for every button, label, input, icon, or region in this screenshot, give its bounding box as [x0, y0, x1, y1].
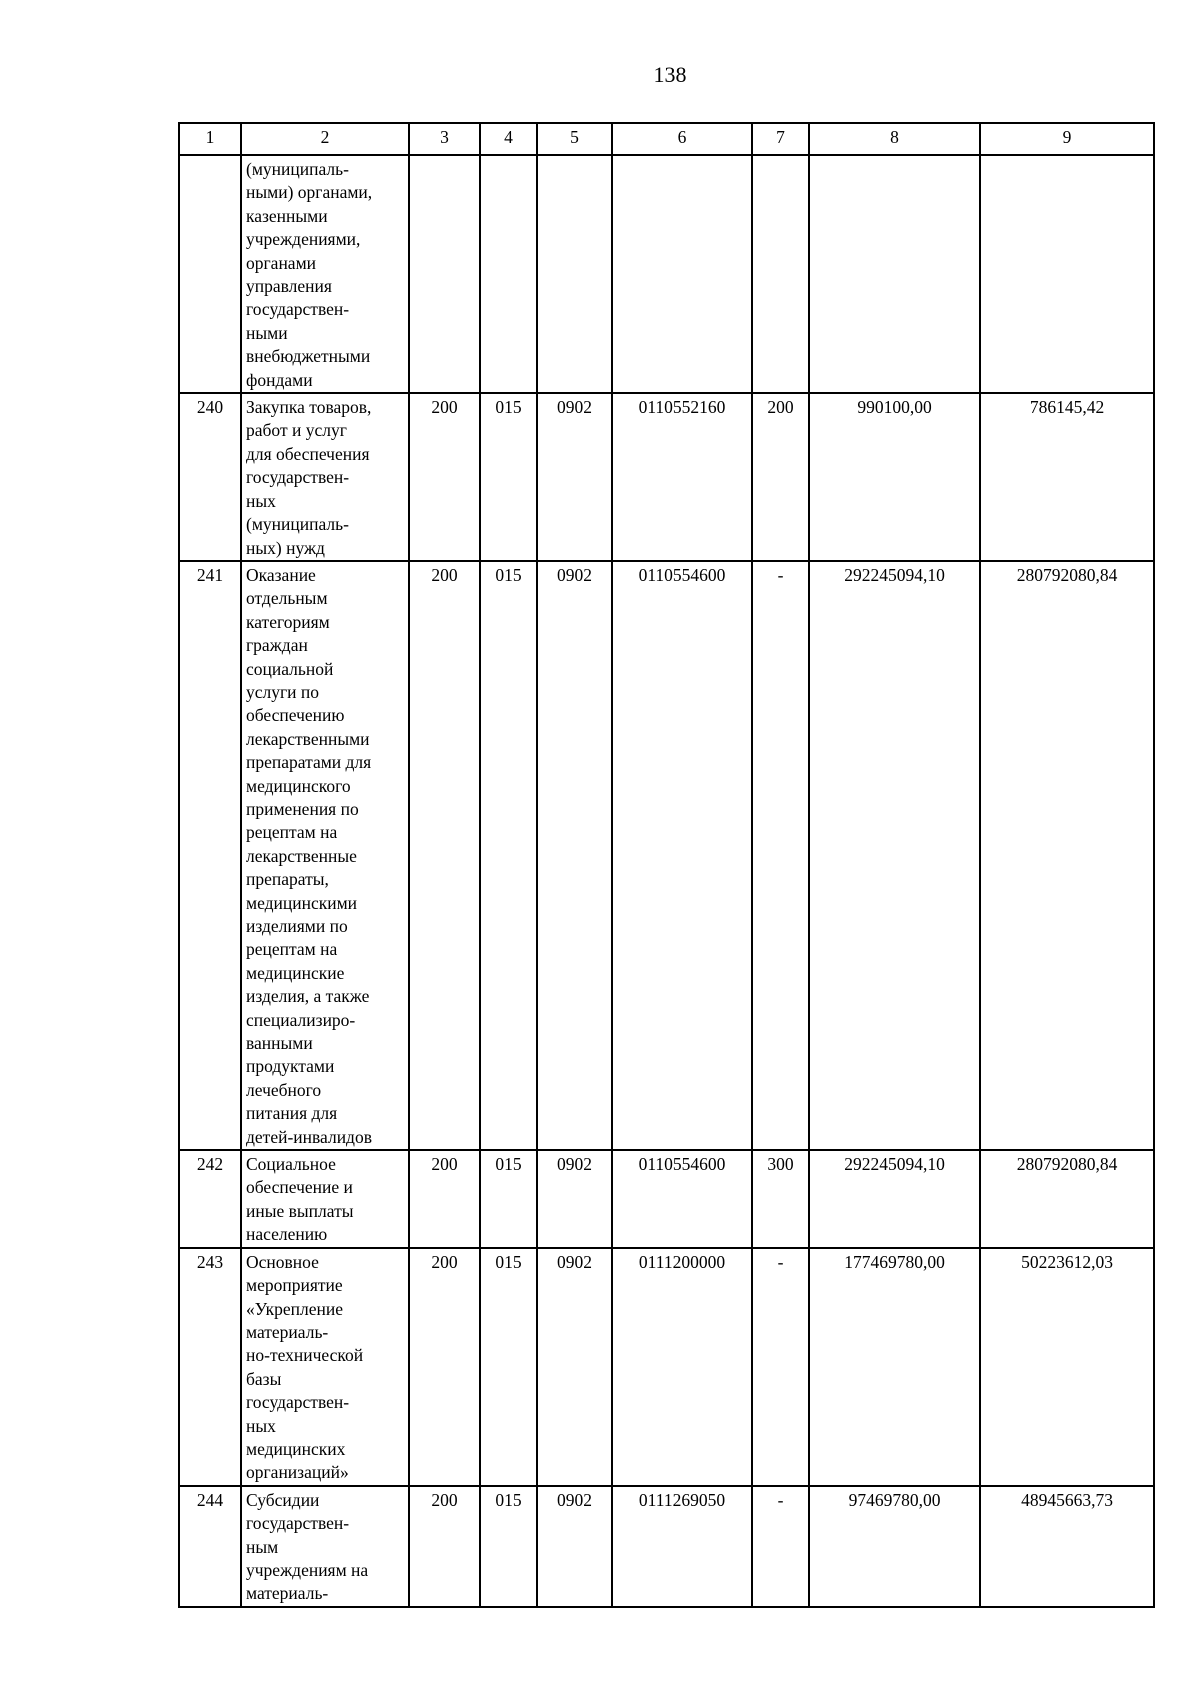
- row-col-3: 200: [409, 1248, 480, 1486]
- row-number: 242: [179, 1150, 241, 1248]
- row-col-4: 015: [480, 1248, 537, 1486]
- row-col-4: 015: [480, 393, 537, 561]
- table-row: [179, 155, 1154, 393]
- row-name: Субсидии государствен- ным учреждениям на материаль-: [241, 1486, 409, 1607]
- header-cell-5: 5: [537, 123, 612, 155]
- row-col-6: 0110554600: [612, 1150, 752, 1248]
- row-col-7: -: [752, 1486, 809, 1607]
- row-name: Оказание отдельным категориям граждан социальной услуги по обеспечению лекарственными препаратами для медицинского применения по рецептам на лекарственные препараты, медицинскими изделиями по рецептам на медицинские изделия, а также специализиро- ванными продуктами лечебного питания для детей-инвалидов: [241, 561, 409, 1150]
- header-cell-1: 1: [179, 123, 241, 155]
- row-amount-8: 177469780,00: [809, 1248, 980, 1486]
- row-col-4: 015: [480, 1486, 537, 1607]
- row-amount-8: 97469780,00: [809, 1486, 980, 1607]
- row-amount-9: 50223612,03: [980, 1248, 1154, 1486]
- row-col-3: 200: [409, 393, 480, 561]
- row-col-3: 200: [409, 561, 480, 1150]
- header-cell-9: 9: [980, 123, 1154, 155]
- row-col-7: -: [752, 1248, 809, 1486]
- row-amount-9: 786145,42: [980, 393, 1154, 561]
- row-amount-8: [809, 155, 980, 393]
- row-col-6: [612, 155, 752, 393]
- table-row: [179, 1486, 1154, 1607]
- row-col-6: 0111200000: [612, 1248, 752, 1486]
- row-col-5: 0902: [537, 1150, 612, 1248]
- header-cell-6: 6: [612, 123, 752, 155]
- row-col-3: 200: [409, 1150, 480, 1248]
- row-col-6: 0111269050: [612, 1486, 752, 1607]
- row-col-6: 0110552160: [612, 393, 752, 561]
- row-amount-8: 292245094,10: [809, 561, 980, 1150]
- row-col-5: [537, 155, 612, 393]
- row-col-7: [752, 155, 809, 393]
- row-col-6: 0110554600: [612, 561, 752, 1150]
- row-number: 244: [179, 1486, 241, 1607]
- header-cell-3: 3: [409, 123, 480, 155]
- row-amount-9: [980, 155, 1154, 393]
- table-row: [179, 1150, 1154, 1248]
- row-col-3: [409, 155, 480, 393]
- header-cell-8: 8: [809, 123, 980, 155]
- header-row: [179, 123, 1154, 155]
- header-cell-2: 2: [241, 123, 409, 155]
- row-col-3: 200: [409, 1486, 480, 1607]
- row-name: Основное мероприятие «Укрепление материаль- но-технической базы государствен- ных медицинских организаций»: [241, 1248, 409, 1486]
- row-number: 241: [179, 561, 241, 1150]
- row-col-5: 0902: [537, 393, 612, 561]
- budget-table: [178, 122, 1155, 1608]
- row-col-7: -: [752, 561, 809, 1150]
- row-amount-9: 48945663,73: [980, 1486, 1154, 1607]
- row-number: 240: [179, 393, 241, 561]
- row-amount-8: 292245094,10: [809, 1150, 980, 1248]
- row-number: 243: [179, 1248, 241, 1486]
- row-number: [179, 155, 241, 393]
- row-col-4: [480, 155, 537, 393]
- row-col-5: 0902: [537, 1486, 612, 1607]
- row-col-5: 0902: [537, 561, 612, 1150]
- header-cell-4: 4: [480, 123, 537, 155]
- row-amount-9: 280792080,84: [980, 1150, 1154, 1248]
- row-amount-8: 990100,00: [809, 393, 980, 561]
- page-number: 138: [653, 62, 687, 87]
- header-cell-7: 7: [752, 123, 809, 155]
- row-amount-9: 280792080,84: [980, 561, 1154, 1150]
- row-name: (муниципаль- ными) органами, казенными учреждениями, органами управления государствен- ными внебюджетными фондами: [241, 155, 409, 393]
- row-col-7: 200: [752, 393, 809, 561]
- row-col-4: 015: [480, 1150, 537, 1248]
- table-row: [179, 1248, 1154, 1486]
- row-col-4: 015: [480, 561, 537, 1150]
- row-name: Закупка товаров, работ и услуг для обеспечения государствен- ных (муниципаль- ных) нужд: [241, 393, 409, 561]
- table-row: [179, 393, 1154, 561]
- row-name: Социальное обеспечение и иные выплаты населению: [241, 1150, 409, 1248]
- row-col-7: 300: [752, 1150, 809, 1248]
- table-row: [179, 561, 1154, 1150]
- row-col-5: 0902: [537, 1248, 612, 1486]
